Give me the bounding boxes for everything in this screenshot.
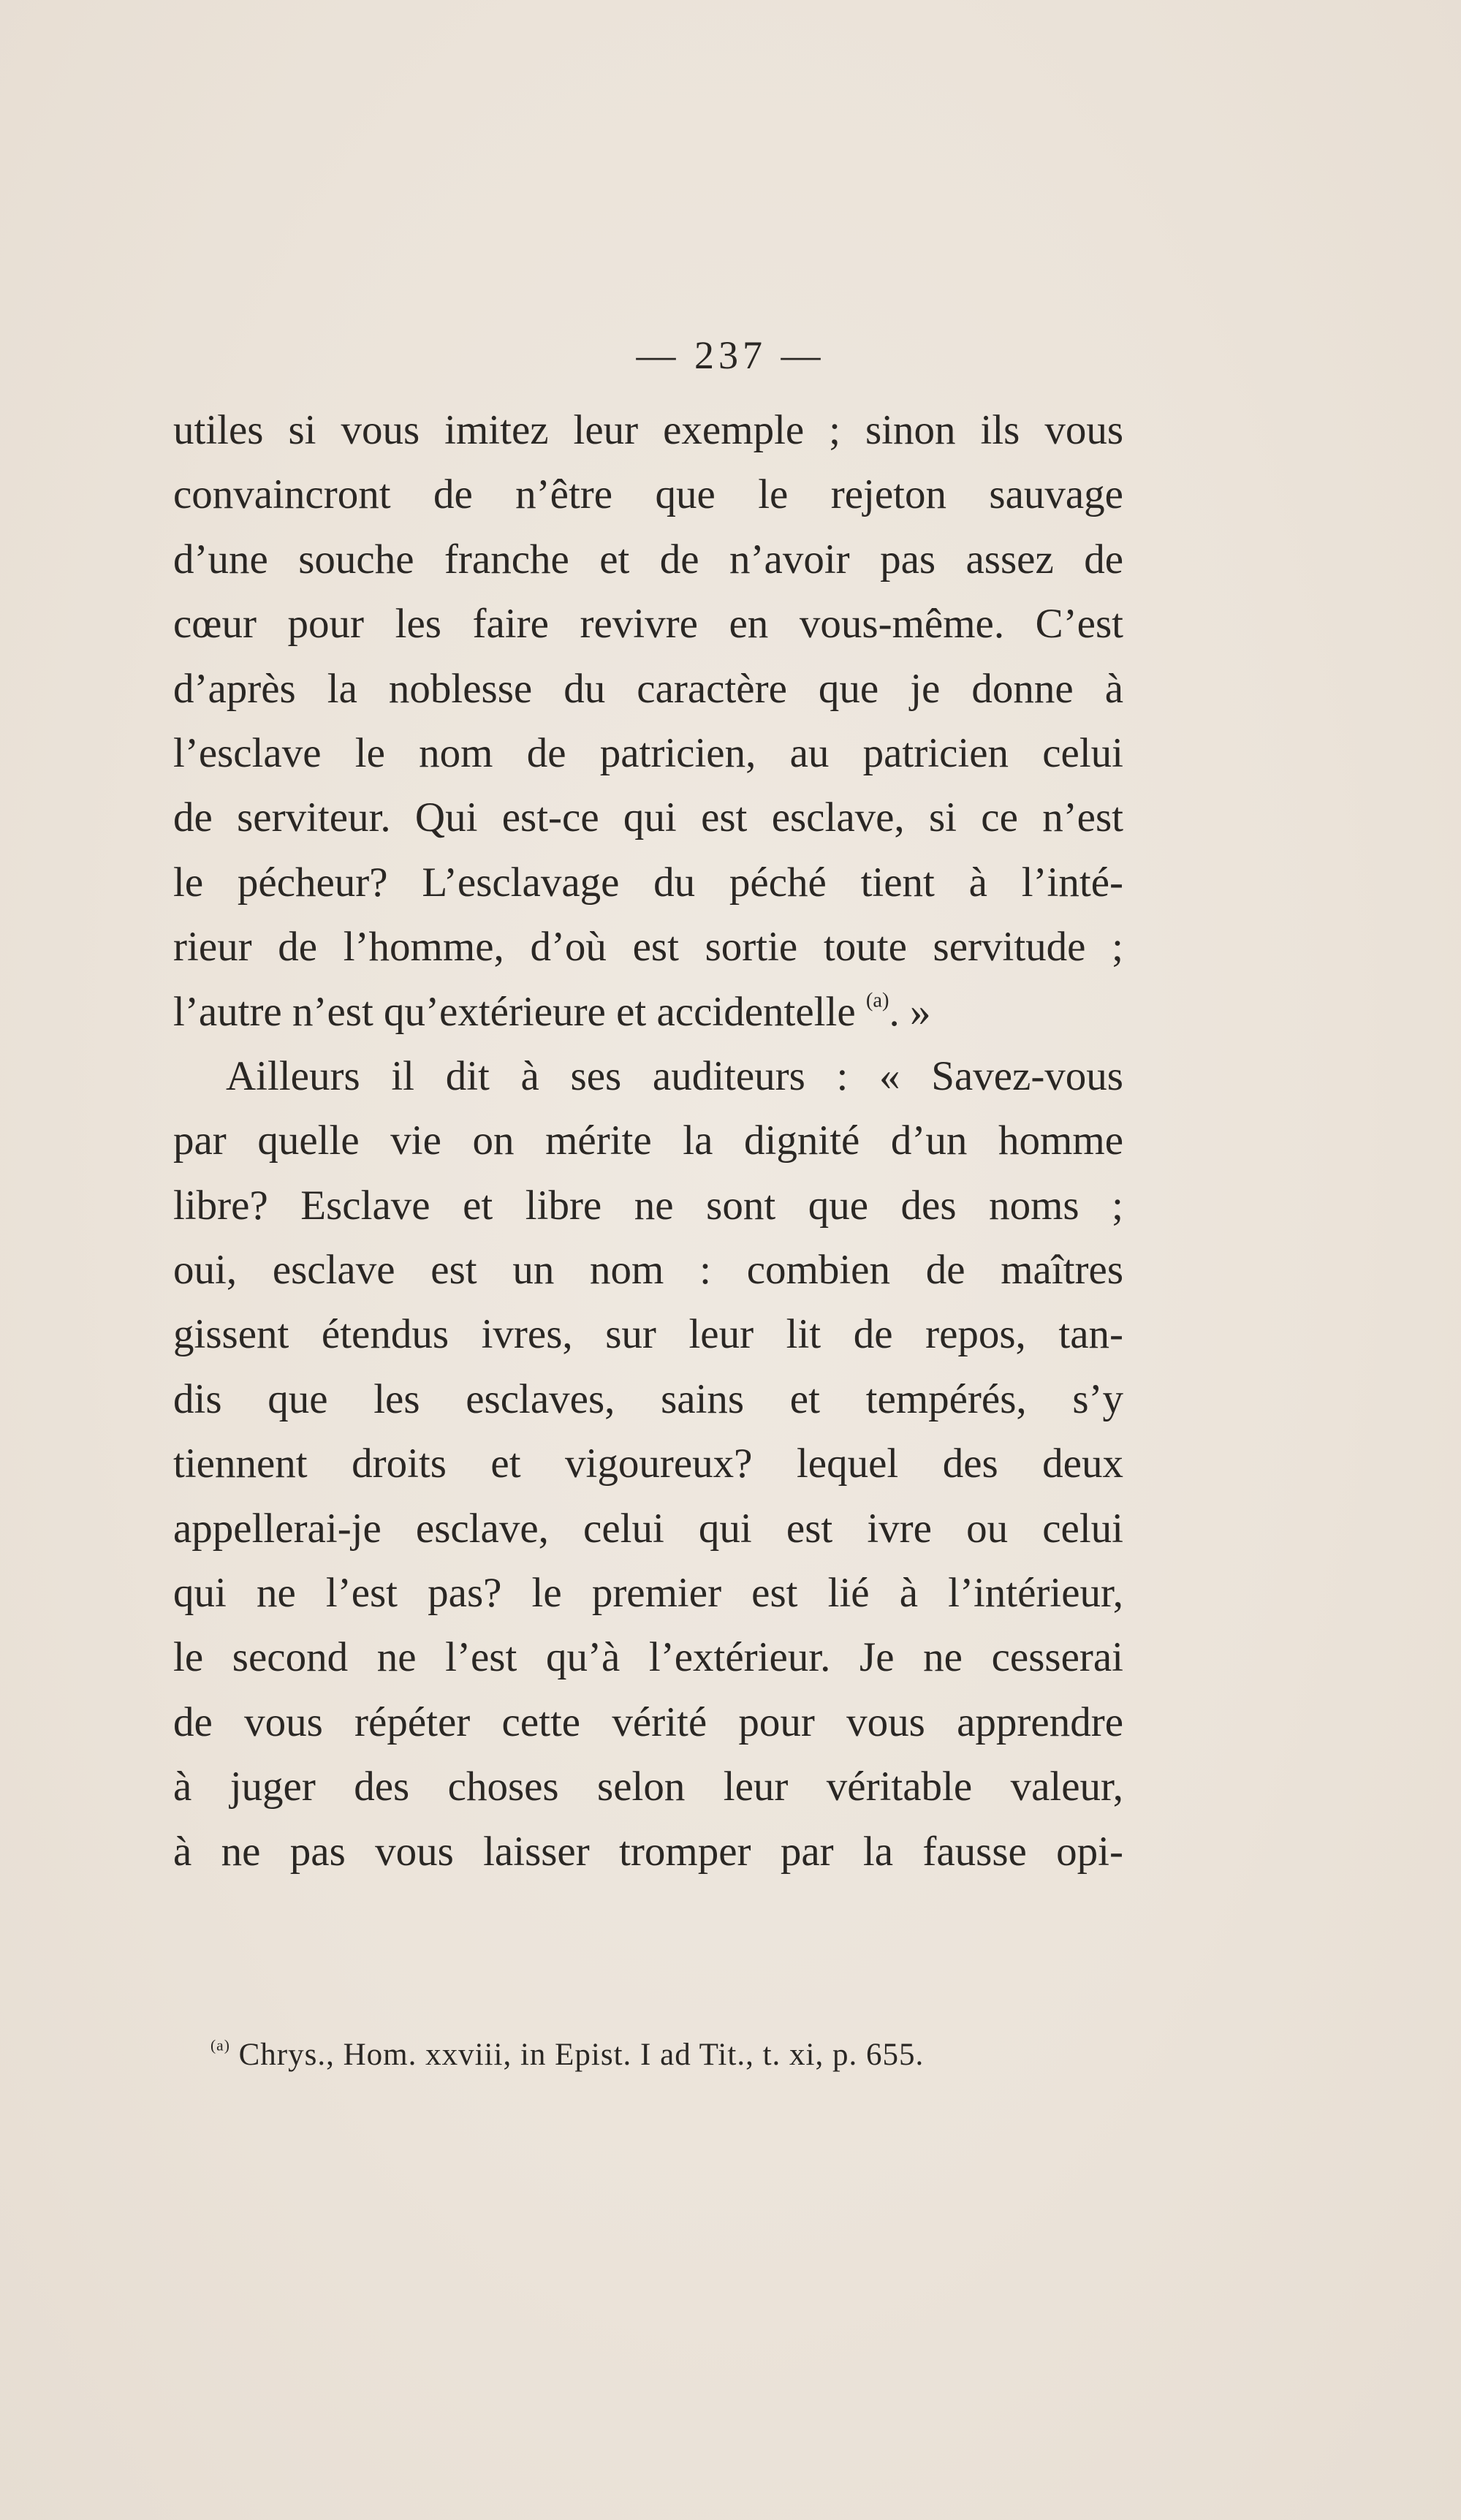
text-line-paragraph-start: Ailleurs il dit à ses auditeurs : « Savez-vous (226, 1052, 1123, 1099)
text-line-paragraph-end (173, 980, 1123, 1044)
text-line: à ne pas vous laisser tromper par la fausse opi- (173, 1828, 1123, 1875)
text-line: rieur de l’homme, d’où est sortie toute servitude ; (173, 924, 1123, 971)
text-line: oui, esclave est un nom : combien de maîtres (173, 1247, 1123, 1294)
footnote-text: Chrys., Hom. xxviii, in Epist. I ad Tit., t. xi, p. 655. (238, 2038, 925, 2072)
text-line: à juger des choses selon leur véritable valeur, (173, 1764, 1123, 1810)
text-line: tiennent droits et vigoureux? lequel des deux (173, 1441, 1123, 1487)
body-text (173, 398, 1123, 1884)
text-line: cœur pour les faire revivre en vous-même. C’est (173, 601, 1123, 648)
text-line: l’esclave le nom de patricien, au patricien celui (173, 729, 1123, 776)
text-line: convaincront de n’être que le rejeton sauvage (173, 471, 1123, 518)
text-line: le second ne l’est qu’à l’extérieur. Je ne cesserai (173, 1634, 1123, 1681)
text-line: qui ne l’est pas? le premier est lié à l’intérieur, (173, 1570, 1123, 1617)
text-line: gissent étendus ivres, sur leur lit de repos, tan- (173, 1311, 1123, 1358)
text-line: le pécheur? L’esclavage du péché tient à l’inté- (173, 859, 1123, 906)
text-line: de vous répéter cette vérité pour vous apprendre (173, 1699, 1123, 1745)
text-line: d’une souche franche et de n’avoir pas assez de (173, 536, 1123, 582)
footnote-reference: (a) (865, 988, 889, 1012)
quote-close: . » (889, 988, 931, 1035)
text-line: libre? Esclave et libre ne sont que des noms ; (173, 1182, 1123, 1229)
text-line: d’après la noblesse du caractère que je donne à (173, 665, 1123, 712)
footnote (210, 2033, 1131, 2077)
text-line-text: l’autre n’est qu’extérieure et accidentelle (173, 988, 856, 1035)
footnote-marker: (a) (210, 2036, 230, 2054)
text-line: par quelle vie on mérite la dignité d’un homme (173, 1117, 1123, 1164)
text-line: de serviteur. Qui est-ce qui est esclave, si ce n’est (173, 794, 1123, 841)
text-line: utiles si vous imitez leur exemple ; sinon ils vous (173, 407, 1123, 453)
text-line: appellerai-je esclave, celui qui est ivre ou celui (173, 1505, 1123, 1552)
page-number: — 237 — (636, 333, 825, 377)
text-line: dis que les esclaves, sains et tempérés, s’y (173, 1375, 1123, 1422)
